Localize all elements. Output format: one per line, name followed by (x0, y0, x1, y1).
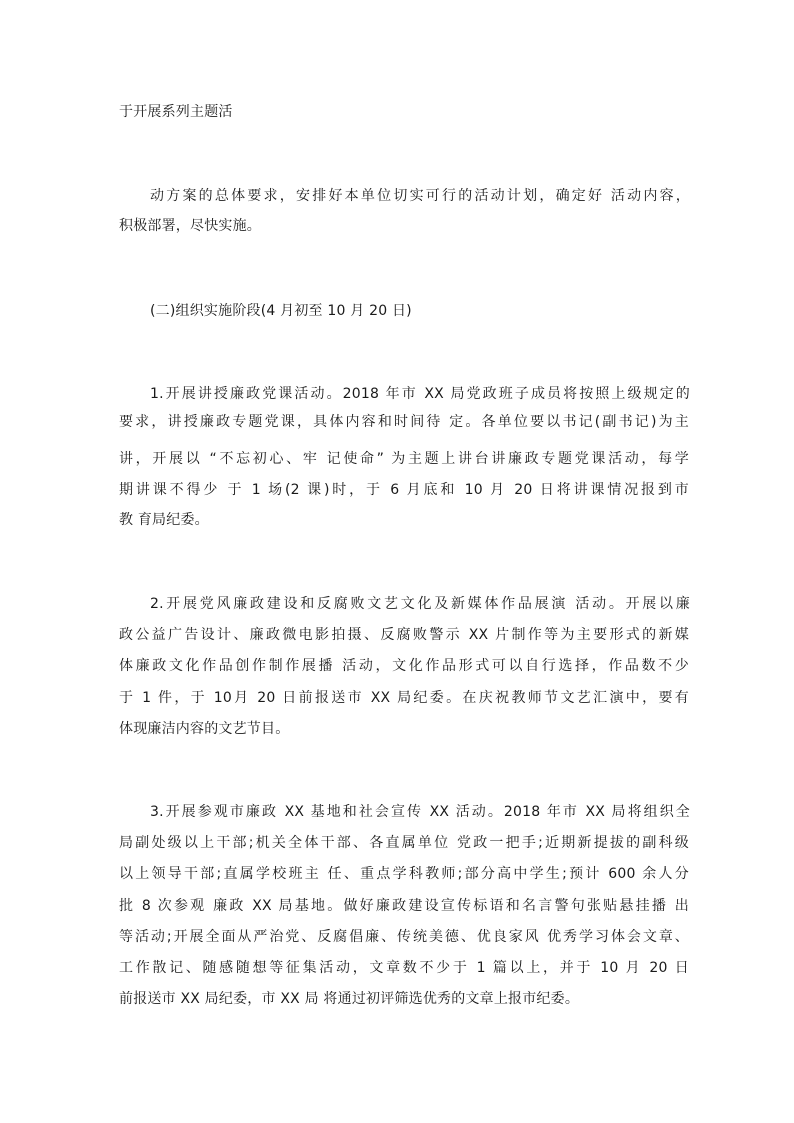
paragraph-line: 1.开展讲授廉政党课活动。2018 年市 XX 局党政班子成员将按照上级规定的 (150, 386, 690, 402)
paragraph-line: 动方案的总体要求，安排好本单位切实可行的活动计划，确定好 活动内容， (150, 188, 690, 204)
paragraph-line: 教 育局纪委。 (119, 512, 209, 528)
paragraph-line: 工作散记、随感随想等征集活动，文章数不少于 1 篇以上，并于 10 月 20 日 (119, 960, 689, 976)
paragraph-line: 体现廉洁内容的文艺节目。 (119, 721, 290, 737)
paragraph-line: 体廉政文化作品创作制作展播 活动，文化作品形式可以自行选择，作品数不少 (119, 658, 689, 674)
paragraph-line: 政公益广告设计、廉政微电影拍摄、反腐败警示 XX 片制作等为主要形式的新媒 (119, 627, 689, 643)
paragraph-line: 期讲课不得少 于 1 场(2 课)时，于 6 月底和 10 月 20 日将讲课情况报到市 (119, 482, 689, 498)
heading-fragment: 于开展系列主题活 (119, 104, 233, 120)
paragraph-line: 批 8 次参观 廉政 XX 局基地。做好廉政建设宣传标语和名言警句张贴悬挂播 出 (119, 898, 689, 914)
section-heading: (二)组织实施阶段(4 月初至 10 月 20 日) (150, 303, 412, 319)
paragraph-line: 讲，开展以 “不忘初心、牢 记使命” 为主题上讲台讲廉政专题党课活动，每学 (119, 451, 689, 467)
paragraph-line: 积极部署，尽快实施。 (119, 218, 261, 234)
paragraph-line: 要求，讲授廉政专题党课，具体内容和时间待 定。各单位要以书记(副书记)为主 (119, 414, 689, 430)
paragraph-line: 等活动;开展全面从严治党、反腐倡廉、传统美德、优良家风 优秀学习体会文章、 (119, 929, 689, 945)
paragraph-line: 局副处级以上干部;机关全体干部、各直属单位 党政一把手;近期新提拔的副科级 (119, 835, 689, 851)
paragraph-line: 于 1 件，于 10月 20 日前报送市 XX 局纪委。在庆祝教师节文艺汇演中，要有 (119, 690, 689, 706)
paragraph-line: 3.开展参观市廉政 XX 基地和社会宣传 XX 活动。2018 年市 XX 局将组织全 (150, 804, 690, 820)
paragraph-line: 2.开展党风廉政建设和反腐败文艺文化及新媒体作品展演 活动。开展以廉 (150, 596, 690, 612)
paragraph-line: 以上领导干部;直属学校班主 任、重点学科教师;部分高中学生;预计 600 余人分 (119, 866, 689, 882)
paragraph-line: 前报送市 XX 局纪委，市 XX 局 将通过初评筛选优秀的文章上报市纪委。 (119, 991, 580, 1007)
